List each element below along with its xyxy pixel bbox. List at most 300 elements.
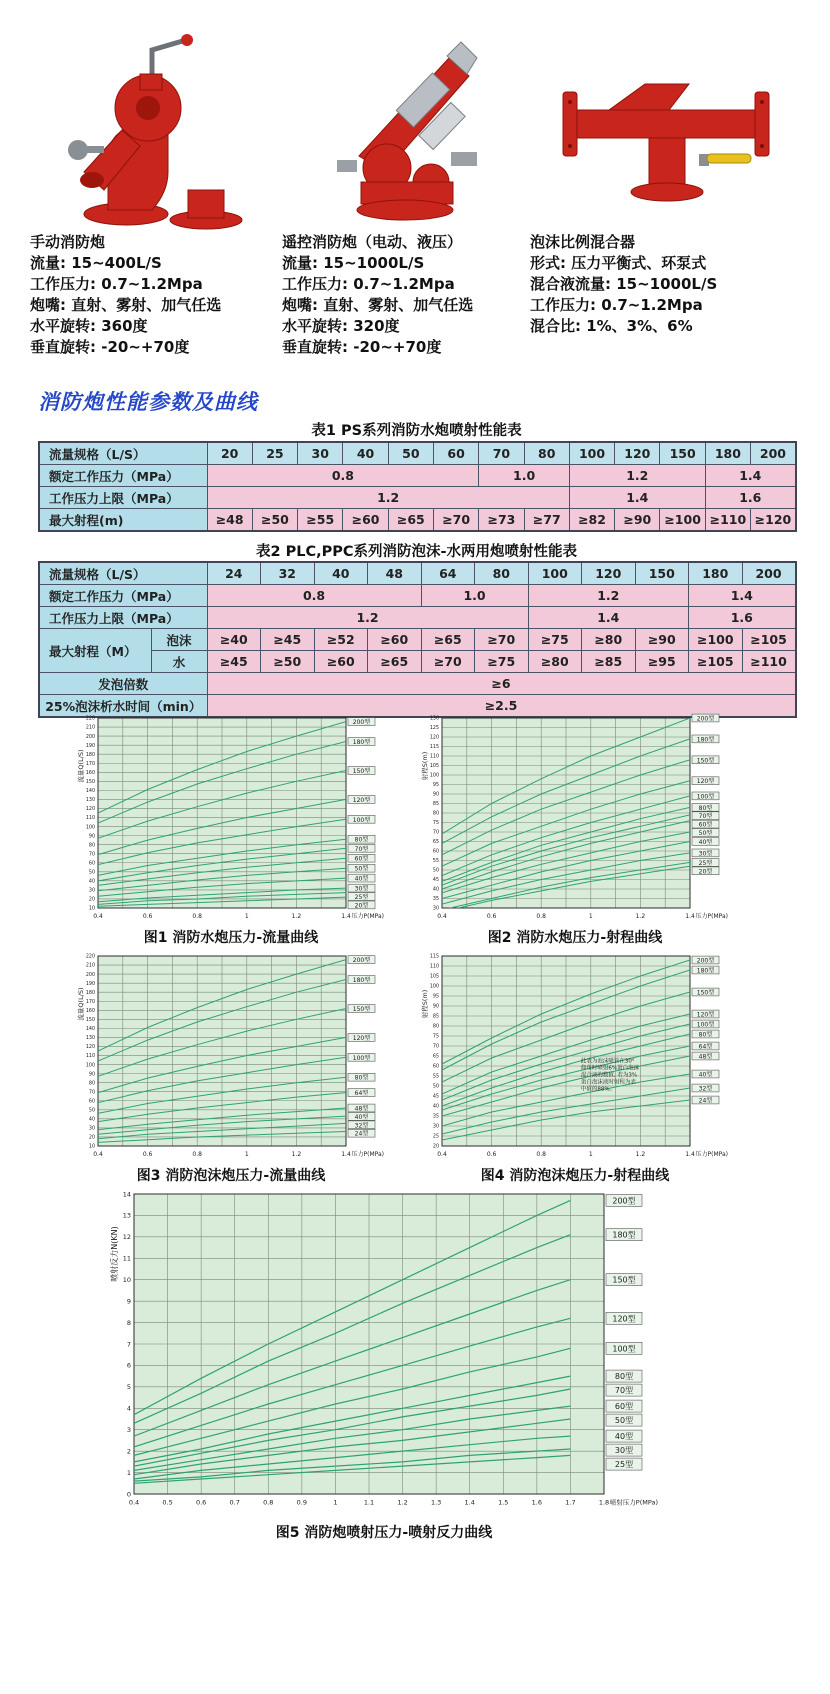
svg-text:80: 80 xyxy=(432,811,439,817)
figure-water-range-curve xyxy=(420,712,730,947)
svg-text:140: 140 xyxy=(85,1027,95,1033)
svg-text:4: 4 xyxy=(126,1404,131,1413)
svg-text:150型: 150型 xyxy=(352,768,371,775)
chart-caption: 图3 消防泡沫炮压力-流量曲线 xyxy=(136,1168,326,1184)
table-cell: 100 xyxy=(528,562,582,585)
svg-text:115: 115 xyxy=(429,745,439,751)
chart-svg xyxy=(76,712,386,924)
product-manual-monitor xyxy=(30,26,282,358)
svg-text:1.2: 1.2 xyxy=(635,913,646,920)
svg-text:40型: 40型 xyxy=(698,1071,713,1079)
svg-text:120型: 120型 xyxy=(612,1314,636,1324)
svg-text:20: 20 xyxy=(88,897,95,903)
table-cell: 25 xyxy=(252,442,297,465)
svg-text:压力P(MPa): 压力P(MPa) xyxy=(351,1151,384,1158)
svg-text:85: 85 xyxy=(432,1014,439,1020)
svg-text:35: 35 xyxy=(432,1114,439,1120)
svg-text:180: 180 xyxy=(85,990,95,996)
product-photo-foam-proportioner xyxy=(530,26,808,232)
product-spec: 炮嘴: 直射、雾射、加气任选 xyxy=(282,296,474,314)
svg-text:80: 80 xyxy=(88,843,95,849)
table-cell: ≥50 xyxy=(261,651,315,673)
product-spec: 垂直旋转: -20~+70度 xyxy=(30,338,190,356)
table-cell: 1.2 xyxy=(207,487,569,509)
table-cell: ≥105 xyxy=(689,651,743,673)
table-row xyxy=(39,465,796,487)
product-spec: 工作压力: 0.7~1.2Mpa xyxy=(282,275,455,293)
svg-text:0.4: 0.4 xyxy=(93,1151,103,1158)
product-specs xyxy=(530,253,808,337)
table-cell: 1.2 xyxy=(207,607,528,629)
svg-text:80型: 80型 xyxy=(614,1372,634,1382)
svg-text:55: 55 xyxy=(432,859,439,865)
svg-text:80: 80 xyxy=(88,1081,95,1087)
svg-text:25型: 25型 xyxy=(354,894,369,901)
table-row xyxy=(39,509,796,532)
chart-caption: 图5 消防炮喷射压力-喷射反力曲线 xyxy=(275,1525,493,1541)
svg-text:50型: 50型 xyxy=(614,1416,634,1426)
svg-text:0.8: 0.8 xyxy=(536,913,546,920)
svg-text:0.4: 0.4 xyxy=(128,1498,140,1507)
svg-text:140: 140 xyxy=(85,789,95,795)
table-cell: ≥73 xyxy=(479,509,524,532)
product-photo-manual-monitor xyxy=(30,26,282,232)
svg-text:95: 95 xyxy=(432,994,439,1000)
chart-plot-foam-range xyxy=(420,950,730,1162)
svg-text:80型: 80型 xyxy=(354,1074,369,1082)
svg-text:220: 220 xyxy=(85,716,95,722)
svg-text:0.9: 0.9 xyxy=(296,1498,308,1507)
svg-text:75: 75 xyxy=(432,1034,439,1040)
svg-text:200型: 200型 xyxy=(612,1196,636,1206)
chart-svg xyxy=(420,712,730,924)
svg-text:2: 2 xyxy=(126,1447,131,1456)
product-spec: 水平旋转: 360度 xyxy=(30,317,148,335)
svg-text:130: 130 xyxy=(429,716,439,722)
svg-text:70型: 70型 xyxy=(698,813,713,821)
product-spec: 炮嘴: 直射、雾射、加气任选 xyxy=(30,296,222,314)
table-cell: 40 xyxy=(314,562,368,585)
table-cell: ≥45 xyxy=(207,651,261,673)
svg-text:50型: 50型 xyxy=(698,830,713,837)
chart-plot-reaction-force xyxy=(108,1186,660,1516)
svg-text:40: 40 xyxy=(88,879,95,885)
svg-text:30: 30 xyxy=(88,1126,95,1132)
svg-text:10: 10 xyxy=(122,1275,131,1284)
table-row xyxy=(39,629,796,651)
svg-text:0: 0 xyxy=(126,1490,131,1499)
svg-text:0.4: 0.4 xyxy=(93,913,103,920)
svg-text:120型: 120型 xyxy=(352,796,371,804)
svg-text:180型: 180型 xyxy=(696,736,715,744)
svg-text:60: 60 xyxy=(432,849,439,855)
table-cell: 32 xyxy=(261,562,315,585)
product-photo-remote-monitor xyxy=(282,26,530,232)
svg-text:0.8: 0.8 xyxy=(263,1498,274,1507)
svg-text:210: 210 xyxy=(85,725,95,731)
table-cell: 0.8 xyxy=(207,465,479,487)
svg-text:120: 120 xyxy=(85,807,95,813)
table-cell: 最大射程（M） xyxy=(39,629,151,673)
svg-text:20: 20 xyxy=(432,1144,439,1150)
section-title: 消防炮性能参数及曲线 xyxy=(38,390,258,414)
table-cell: ≥52 xyxy=(314,629,368,651)
svg-text:25型: 25型 xyxy=(614,1460,634,1470)
table-cell: ≥60 xyxy=(343,509,388,532)
product-specs xyxy=(30,253,282,358)
table-cell: ≥77 xyxy=(524,509,569,532)
svg-text:1.4: 1.4 xyxy=(341,913,351,920)
svg-text:170: 170 xyxy=(85,761,95,767)
table-cell: 80 xyxy=(524,442,569,465)
svg-text:1.8: 1.8 xyxy=(598,1498,610,1507)
svg-text:80型: 80型 xyxy=(698,1031,713,1039)
svg-text:1: 1 xyxy=(588,1151,593,1158)
svg-text:7: 7 xyxy=(126,1340,131,1349)
svg-text:仰角时喷射6%蛋白泡沫: 仰角时喷射6%蛋白泡沫 xyxy=(580,1065,640,1072)
table-cell: 1.6 xyxy=(705,487,796,509)
table-cell: 工作压力上限（MPa） xyxy=(39,607,207,629)
chart-svg xyxy=(108,1186,660,1516)
proportioner-illustration xyxy=(549,62,789,232)
table-cell: ≥85 xyxy=(582,651,636,673)
table-cell: 流量规格（L/S） xyxy=(39,562,207,585)
svg-text:射程S(m): 射程S(m) xyxy=(421,751,429,781)
svg-text:流量Q(L/S): 流量Q(L/S) xyxy=(77,987,85,1021)
svg-text:压力P(MPa): 压力P(MPa) xyxy=(695,1151,728,1158)
svg-text:180型: 180型 xyxy=(352,739,371,746)
svg-text:24型: 24型 xyxy=(354,1130,369,1138)
svg-text:1: 1 xyxy=(244,913,249,920)
svg-text:30: 30 xyxy=(88,888,95,894)
table-row xyxy=(39,607,796,629)
svg-text:180型: 180型 xyxy=(352,977,371,984)
product-spec: 流量: 15~1000L/S xyxy=(282,254,425,272)
svg-text:0.4: 0.4 xyxy=(437,913,447,920)
svg-text:流量Q(L/S): 流量Q(L/S) xyxy=(77,749,85,783)
svg-text:120: 120 xyxy=(429,735,439,741)
product-name: 手动消防炮 xyxy=(30,233,106,251)
svg-text:0.6: 0.6 xyxy=(142,913,153,920)
svg-text:90: 90 xyxy=(432,1004,439,1010)
product-spec: 流量: 15~400L/S xyxy=(30,254,162,272)
svg-text:95: 95 xyxy=(432,783,439,789)
table-cell: ≥80 xyxy=(582,629,636,651)
table-cell: 40 xyxy=(343,442,388,465)
svg-text:70: 70 xyxy=(88,1090,95,1096)
svg-text:0.6: 0.6 xyxy=(195,1498,207,1507)
figure-foam-range-curve xyxy=(420,950,730,1185)
svg-text:30: 30 xyxy=(432,1124,439,1130)
table-cell: 1.0 xyxy=(479,465,570,487)
svg-text:120型: 120型 xyxy=(352,1034,371,1042)
svg-text:0.8: 0.8 xyxy=(192,913,202,920)
svg-text:90: 90 xyxy=(88,834,95,840)
svg-text:3: 3 xyxy=(126,1425,131,1434)
chart-caption: 图4 消防泡沫炮压力-射程曲线 xyxy=(480,1168,670,1184)
svg-text:200: 200 xyxy=(85,734,95,740)
svg-text:100型: 100型 xyxy=(612,1344,636,1354)
svg-text:1: 1 xyxy=(588,913,593,920)
table-row xyxy=(39,562,796,585)
table-cell: ≥110 xyxy=(742,651,796,673)
svg-text:40型: 40型 xyxy=(698,839,713,846)
product-remote-monitor xyxy=(282,26,530,358)
svg-text:40型: 40型 xyxy=(354,875,369,883)
table-cell: ≥75 xyxy=(475,651,529,673)
table-cell: 60 xyxy=(433,442,478,465)
svg-text:64型: 64型 xyxy=(354,1090,369,1098)
svg-text:64型: 64型 xyxy=(698,1043,713,1051)
svg-text:1.2: 1.2 xyxy=(291,1151,302,1158)
svg-text:32型: 32型 xyxy=(354,1122,369,1130)
svg-text:100型: 100型 xyxy=(352,1054,371,1062)
svg-text:190: 190 xyxy=(85,743,95,749)
svg-text:150型: 150型 xyxy=(696,989,715,997)
table-cell: 200 xyxy=(742,562,796,585)
table-cell: 30 xyxy=(298,442,343,465)
svg-text:70: 70 xyxy=(88,852,95,858)
svg-text:0.8: 0.8 xyxy=(536,1151,546,1158)
performance-table-plc-ppc-series xyxy=(38,561,797,718)
table-cell: ≥60 xyxy=(368,629,422,651)
svg-text:30型: 30型 xyxy=(354,885,369,893)
svg-text:70型: 70型 xyxy=(354,845,369,853)
table-cell: 工作压力上限（MPa） xyxy=(39,487,207,509)
svg-text:40型: 40型 xyxy=(614,1432,634,1442)
table-cell: 0.8 xyxy=(207,585,421,607)
svg-text:110: 110 xyxy=(85,1054,95,1060)
table-cell: ≥100 xyxy=(660,509,705,532)
table-cell: 额定工作压力（MPa） xyxy=(39,585,207,607)
svg-text:50: 50 xyxy=(432,1084,439,1090)
table-row xyxy=(39,442,796,465)
svg-text:1.3: 1.3 xyxy=(430,1498,442,1507)
product-spec: 混合比: 1%、3%、6% xyxy=(530,317,693,335)
svg-text:0.7: 0.7 xyxy=(229,1498,240,1507)
svg-text:60型: 60型 xyxy=(614,1402,634,1412)
svg-text:10: 10 xyxy=(88,906,95,912)
svg-text:0.6: 0.6 xyxy=(486,913,497,920)
svg-text:10: 10 xyxy=(88,1144,95,1150)
svg-text:120型: 120型 xyxy=(696,1011,715,1019)
chart-caption: 图2 消防水炮压力-射程曲线 xyxy=(487,930,663,946)
svg-text:180型: 180型 xyxy=(696,967,715,975)
product-spec: 垂直旋转: -20~+70度 xyxy=(282,338,442,356)
svg-text:70型: 70型 xyxy=(614,1386,634,1396)
svg-text:0.4: 0.4 xyxy=(437,1151,447,1158)
product-spec: 工作压力: 0.7~1.2Mpa xyxy=(530,296,703,314)
table-cell: ≥45 xyxy=(261,629,315,651)
table-cell: ≥110 xyxy=(705,509,750,532)
svg-text:1.4: 1.4 xyxy=(464,1498,475,1507)
svg-text:喷射反力N(KN): 喷射反力N(KN) xyxy=(110,1226,119,1282)
svg-text:11: 11 xyxy=(122,1254,131,1263)
table-cell: ≥65 xyxy=(421,629,475,651)
product-spec: 混合液流量: 15~1000L/S xyxy=(530,275,718,293)
table-row xyxy=(39,651,796,673)
svg-text:200型: 200型 xyxy=(696,715,715,723)
table-cell: 120 xyxy=(615,442,660,465)
table-cell: 180 xyxy=(705,442,750,465)
table-cell: 24 xyxy=(207,562,261,585)
svg-text:1.5: 1.5 xyxy=(498,1498,509,1507)
table-cell: 120 xyxy=(582,562,636,585)
svg-text:100型: 100型 xyxy=(696,1021,715,1029)
figure-water-flow-curve xyxy=(76,712,386,947)
table-cell: 1.4 xyxy=(705,465,796,487)
product-name: 泡沫比例混合器 xyxy=(530,233,636,251)
svg-text:125: 125 xyxy=(429,726,439,732)
svg-text:1: 1 xyxy=(244,1151,249,1158)
table-cell: ≥65 xyxy=(368,651,422,673)
product-spec: 工作压力: 0.7~1.2Mpa xyxy=(30,275,203,293)
svg-text:20: 20 xyxy=(88,1135,95,1141)
svg-text:210: 210 xyxy=(85,963,95,969)
table-cell: 100 xyxy=(569,442,614,465)
product-foam-proportioner xyxy=(530,26,808,358)
svg-text:180: 180 xyxy=(85,752,95,758)
svg-text:120: 120 xyxy=(85,1045,95,1051)
svg-text:25: 25 xyxy=(432,1134,439,1140)
svg-text:8: 8 xyxy=(126,1318,131,1327)
table-cell: 1.4 xyxy=(689,585,796,607)
table-cell: 150 xyxy=(660,442,705,465)
table-cell: ≥82 xyxy=(569,509,614,532)
svg-text:105: 105 xyxy=(429,974,439,980)
table-cell: 水 xyxy=(151,651,207,673)
chart-caption: 图1 消防水炮压力-流量曲线 xyxy=(143,930,319,946)
chart-plot-water-flow xyxy=(76,712,386,924)
svg-text:45: 45 xyxy=(432,878,439,884)
svg-text:此表为泡沫喷管在30°: 此表为泡沫喷管在30° xyxy=(580,1058,635,1065)
remote-monitor-illustration xyxy=(301,32,511,232)
svg-text:180型: 180型 xyxy=(612,1230,636,1240)
product-specs xyxy=(282,253,530,358)
svg-text:射程S(m): 射程S(m) xyxy=(421,989,429,1019)
table-cell: ≥75 xyxy=(528,629,582,651)
table-row xyxy=(39,487,796,509)
svg-text:200型: 200型 xyxy=(352,957,371,965)
svg-text:200型: 200型 xyxy=(352,719,371,727)
svg-text:150型: 150型 xyxy=(612,1275,636,1285)
svg-text:70: 70 xyxy=(432,830,439,836)
table-cell: 150 xyxy=(635,562,689,585)
table-cell: ≥65 xyxy=(388,509,433,532)
svg-text:90: 90 xyxy=(88,1072,95,1078)
table-cell: 80 xyxy=(475,562,529,585)
product-spec: 水平旋转: 320度 xyxy=(282,317,400,335)
svg-text:24型: 24型 xyxy=(698,1097,713,1105)
chart-svg xyxy=(420,950,730,1162)
svg-text:100: 100 xyxy=(85,1063,95,1069)
svg-text:蛋白泡沫液时射程为表: 蛋白泡沫液时射程为表 xyxy=(580,1079,636,1086)
table-cell: ≥80 xyxy=(528,651,582,673)
table-cell: 20 xyxy=(207,442,252,465)
svg-text:115: 115 xyxy=(429,954,439,960)
table-cell: ≥60 xyxy=(314,651,368,673)
table-cell: ≥2.5 xyxy=(207,695,796,718)
table-cell: ≥48 xyxy=(207,509,252,532)
table-cell: 额定工作压力（MPa） xyxy=(39,465,207,487)
table-cell: 流量规格（L/S） xyxy=(39,442,207,465)
table-cell: ≥55 xyxy=(298,509,343,532)
table-cell: ≥100 xyxy=(689,629,743,651)
svg-text:混合液的数值, 若为3%: 混合液的数值, 若为3% xyxy=(580,1072,638,1079)
table1-title: 表1 PS系列消防水炮喷射性能表 xyxy=(311,423,522,439)
table-cell: 1.4 xyxy=(569,487,705,509)
table-cell: 50 xyxy=(388,442,433,465)
svg-text:40: 40 xyxy=(432,1104,439,1110)
svg-text:1.6: 1.6 xyxy=(531,1498,543,1507)
svg-text:40: 40 xyxy=(432,887,439,893)
svg-text:5: 5 xyxy=(126,1383,131,1392)
svg-text:0.5: 0.5 xyxy=(162,1498,173,1507)
manual-monitor-illustration xyxy=(56,32,256,232)
svg-text:1.2: 1.2 xyxy=(635,1151,646,1158)
table-cell: ≥50 xyxy=(252,509,297,532)
svg-text:55: 55 xyxy=(432,1074,439,1080)
product-spec: 形式: 压力平衡式、环泵式 xyxy=(530,254,707,272)
svg-text:60: 60 xyxy=(88,861,95,867)
svg-text:0.8: 0.8 xyxy=(192,1151,202,1158)
svg-text:1.7: 1.7 xyxy=(565,1498,576,1507)
svg-text:60型: 60型 xyxy=(698,821,713,829)
svg-text:200型: 200型 xyxy=(696,957,715,965)
svg-text:75: 75 xyxy=(432,821,439,827)
svg-text:150: 150 xyxy=(85,780,95,786)
svg-text:100: 100 xyxy=(85,825,95,831)
svg-text:220: 220 xyxy=(85,954,95,960)
table2-title: 表2 PLC,PPC系列消防泡沫-水两用炮喷射性能表 xyxy=(255,544,578,560)
svg-text:50: 50 xyxy=(88,1108,95,1114)
svg-text:14: 14 xyxy=(122,1190,131,1199)
product-name: 遥控消防炮（电动、液压） xyxy=(282,233,463,251)
table-cell: 200 xyxy=(751,442,796,465)
svg-text:65: 65 xyxy=(432,1054,439,1060)
table-cell: ≥70 xyxy=(433,509,478,532)
svg-text:1.4: 1.4 xyxy=(341,1151,351,1158)
svg-text:9: 9 xyxy=(126,1297,131,1306)
svg-text:105: 105 xyxy=(429,764,439,770)
table-cell: 1.2 xyxy=(569,465,705,487)
product-section xyxy=(30,26,808,358)
performance-table-ps-series xyxy=(38,441,797,532)
chart-plot-foam-flow xyxy=(76,950,386,1162)
svg-text:60: 60 xyxy=(88,1099,95,1105)
table-cell: 泡沫 xyxy=(151,629,207,651)
figure-reaction-force-curve xyxy=(108,1186,660,1542)
table-cell: 1.6 xyxy=(689,607,796,629)
svg-text:30: 30 xyxy=(432,906,439,912)
table-cell: ≥6 xyxy=(207,673,796,695)
svg-text:130: 130 xyxy=(85,798,95,804)
svg-text:50: 50 xyxy=(432,868,439,874)
svg-text:110: 110 xyxy=(429,964,439,970)
svg-text:160: 160 xyxy=(85,770,95,776)
svg-text:150型: 150型 xyxy=(352,1006,371,1013)
figure-foam-flow-curve xyxy=(76,950,386,1185)
table-cell: 1.2 xyxy=(528,585,689,607)
svg-text:1.4: 1.4 xyxy=(685,1151,695,1158)
svg-text:100型: 100型 xyxy=(352,816,371,824)
svg-text:1: 1 xyxy=(333,1498,338,1507)
svg-text:100: 100 xyxy=(429,984,439,990)
svg-text:中值的88%。: 中值的88%。 xyxy=(580,1086,616,1093)
svg-text:1.2: 1.2 xyxy=(397,1498,408,1507)
svg-text:0.6: 0.6 xyxy=(486,1151,497,1158)
table-cell: ≥70 xyxy=(475,629,529,651)
